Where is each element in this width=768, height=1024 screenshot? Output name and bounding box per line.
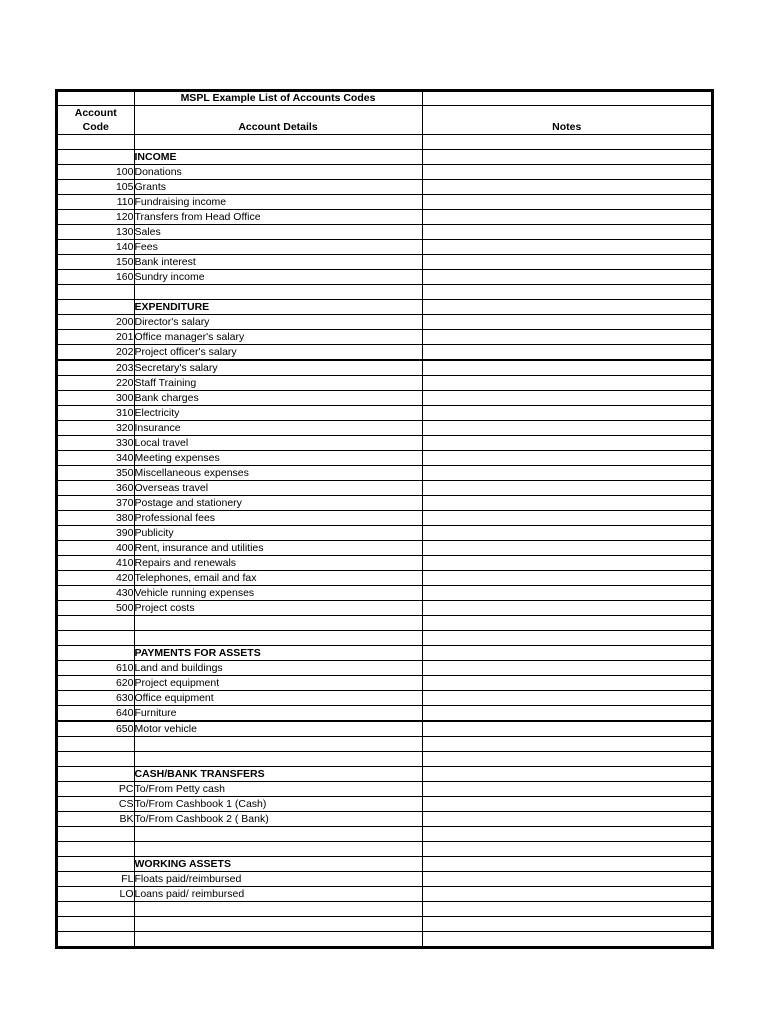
- account-detail-cell: Project officer's salary: [134, 345, 422, 361]
- account-code-cell: [58, 631, 134, 646]
- account-code-cell: 320: [58, 421, 134, 436]
- accounts-sheet: [55, 89, 714, 949]
- account-detail-cell: [134, 752, 422, 767]
- account-detail-cell: [134, 917, 422, 932]
- table-row: [58, 391, 711, 406]
- account-details-header: Account Details: [134, 120, 422, 135]
- notes-cell: [422, 225, 711, 240]
- account-code-cell: 610: [58, 661, 134, 676]
- notes-cell: [422, 586, 711, 601]
- account-detail-cell: Office manager's salary: [134, 330, 422, 345]
- notes-cell: [422, 887, 711, 902]
- account-code-cell: 120: [58, 210, 134, 225]
- section-heading: EXPENDITURE: [134, 300, 422, 315]
- notes-cell: [422, 812, 711, 827]
- accounts-table: [58, 92, 711, 946]
- table-row: [58, 165, 711, 180]
- account-detail-cell: Motor vehicle: [134, 721, 422, 737]
- table-row: [58, 240, 711, 255]
- account-detail-cell: Project equipment: [134, 676, 422, 691]
- notes-cell: [422, 481, 711, 496]
- account-code-cell: 110: [58, 195, 134, 210]
- notes-cell: [422, 526, 711, 541]
- notes-cell: [422, 932, 711, 947]
- section-heading: WORKING ASSETS: [134, 857, 422, 872]
- notes-cell: [422, 421, 711, 436]
- account-detail-cell: [134, 902, 422, 917]
- account-code-cell: 330: [58, 436, 134, 451]
- notes-cell: [422, 496, 711, 511]
- notes-cell: [422, 391, 711, 406]
- title-code-cell: [58, 92, 134, 106]
- account-code-cell: 203: [58, 360, 134, 376]
- notes-cell: [422, 737, 711, 752]
- notes-cell: [422, 150, 711, 165]
- account-code-cell: PC: [58, 782, 134, 797]
- table-row: [58, 210, 711, 225]
- table-row: [58, 180, 711, 195]
- account-code-cell: [58, 150, 134, 165]
- notes-cell: [422, 345, 711, 361]
- account-code-cell: 310: [58, 406, 134, 421]
- account-code-cell: 360: [58, 481, 134, 496]
- notes-cell: [422, 180, 711, 195]
- account-code-cell: 202: [58, 345, 134, 361]
- section-row: [58, 857, 711, 872]
- table-row: [58, 556, 711, 571]
- account-detail-cell: Telephones, email and fax: [134, 571, 422, 586]
- account-detail-cell: [134, 616, 422, 631]
- account-detail-cell: Professional fees: [134, 511, 422, 526]
- account-detail-cell: Postage and stationery: [134, 496, 422, 511]
- table-row: [58, 330, 711, 345]
- account-code-cell: 201: [58, 330, 134, 345]
- header-row-2: [58, 120, 711, 135]
- notes-cell: [422, 571, 711, 586]
- table-row: [58, 270, 711, 285]
- table-row: [58, 285, 711, 300]
- account-code-cell: [58, 300, 134, 315]
- section-row: [58, 150, 711, 165]
- notes-cell: [422, 782, 711, 797]
- table-row: [58, 421, 711, 436]
- account-code-cell: CS: [58, 797, 134, 812]
- table-row: [58, 737, 711, 752]
- account-code-cell: 160: [58, 270, 134, 285]
- account-detail-cell: Staff Training: [134, 376, 422, 391]
- notes-cell: [422, 285, 711, 300]
- account-detail-cell: Furniture: [134, 706, 422, 722]
- table-row: [58, 812, 711, 827]
- table-row: [58, 661, 711, 676]
- account-detail-cell: Sundry income: [134, 270, 422, 285]
- notes-cell: [422, 917, 711, 932]
- account-code-cell: [58, 646, 134, 661]
- account-code-cell: 380: [58, 511, 134, 526]
- notes-cell: [422, 376, 711, 391]
- account-detail-cell: Fundraising income: [134, 195, 422, 210]
- section-row: [58, 300, 711, 315]
- account-code-cell: 430: [58, 586, 134, 601]
- account-detail-cell: [134, 135, 422, 150]
- account-code-cell: [58, 767, 134, 782]
- account-detail-cell: Loans paid/ reimbursed: [134, 887, 422, 902]
- notes-cell: [422, 466, 711, 481]
- table-row: [58, 225, 711, 240]
- notes-cell: [422, 511, 711, 526]
- notes-cell: [422, 872, 711, 887]
- account-detail-cell: Miscellaneous expenses: [134, 466, 422, 481]
- account-detail-cell: Repairs and renewals: [134, 556, 422, 571]
- table-row: [58, 797, 711, 812]
- account-detail-cell: Floats paid/reimbursed: [134, 872, 422, 887]
- table-row: [58, 691, 711, 706]
- table-row: [58, 872, 711, 887]
- account-code-cell: [58, 857, 134, 872]
- notes-cell: [422, 767, 711, 782]
- header-notes-blank: [422, 106, 711, 121]
- account-code-cell: 150: [58, 255, 134, 270]
- account-code-cell: [58, 752, 134, 767]
- table-row: [58, 195, 711, 210]
- account-code-cell: [58, 135, 134, 150]
- account-code-cell: [58, 932, 134, 947]
- table-row: [58, 481, 711, 496]
- account-detail-cell: Director's salary: [134, 315, 422, 330]
- notes-cell: [422, 360, 711, 376]
- notes-cell: [422, 300, 711, 315]
- table-row: [58, 526, 711, 541]
- title-row: [58, 92, 711, 106]
- table-row: [58, 782, 711, 797]
- account-detail-cell: [134, 285, 422, 300]
- notes-cell: [422, 406, 711, 421]
- notes-cell: [422, 631, 711, 646]
- notes-cell: [422, 601, 711, 616]
- account-detail-cell: Grants: [134, 180, 422, 195]
- account-code-cell: [58, 285, 134, 300]
- table-row: [58, 571, 711, 586]
- account-code-cell: 640: [58, 706, 134, 722]
- account-detail-cell: Publicity: [134, 526, 422, 541]
- notes-cell: [422, 842, 711, 857]
- account-detail-cell: Bank interest: [134, 255, 422, 270]
- account-detail-cell: Insurance: [134, 421, 422, 436]
- notes-cell: [422, 721, 711, 737]
- table-row: [58, 917, 711, 932]
- table-row: [58, 752, 711, 767]
- title-notes-cell: [422, 92, 711, 106]
- notes-cell: [422, 676, 711, 691]
- notes-cell: [422, 195, 711, 210]
- account-detail-cell: [134, 737, 422, 752]
- notes-cell: [422, 255, 711, 270]
- notes-cell: [422, 436, 711, 451]
- account-code-cell: 370: [58, 496, 134, 511]
- account-code-cell: 130: [58, 225, 134, 240]
- account-code-cell: 300: [58, 391, 134, 406]
- notes-cell: [422, 797, 711, 812]
- table-row: [58, 631, 711, 646]
- notes-cell: [422, 330, 711, 345]
- table-row: [58, 436, 711, 451]
- table-row: [58, 586, 711, 601]
- notes-cell: [422, 556, 711, 571]
- account-detail-cell: [134, 631, 422, 646]
- section-heading: CASH/BANK TRANSFERS: [134, 767, 422, 782]
- header-details-blank: [134, 106, 422, 121]
- account-detail-cell: Bank charges: [134, 391, 422, 406]
- account-code-cell: [58, 616, 134, 631]
- table-row: [58, 451, 711, 466]
- table-row: [58, 511, 711, 526]
- table-row: [58, 406, 711, 421]
- account-detail-cell: Rent, insurance and utilities: [134, 541, 422, 556]
- account-detail-cell: Vehicle running expenses: [134, 586, 422, 601]
- account-code-cell: 500: [58, 601, 134, 616]
- table-row: [58, 496, 711, 511]
- account-detail-cell: Fees: [134, 240, 422, 255]
- notes-cell: [422, 661, 711, 676]
- table-row: [58, 902, 711, 917]
- account-code-cell: 100: [58, 165, 134, 180]
- notes-cell: [422, 706, 711, 722]
- account-code-cell: 340: [58, 451, 134, 466]
- notes-cell: [422, 902, 711, 917]
- account-code-cell: 390: [58, 526, 134, 541]
- account-code-cell: [58, 842, 134, 857]
- account-code-cell: 420: [58, 571, 134, 586]
- account-detail-cell: [134, 932, 422, 947]
- account-code-cell: 400: [58, 541, 134, 556]
- account-detail-cell: Office equipment: [134, 691, 422, 706]
- notes-cell: [422, 857, 711, 872]
- account-detail-cell: Transfers from Head Office: [134, 210, 422, 225]
- table-row: [58, 601, 711, 616]
- notes-cell: [422, 827, 711, 842]
- account-code-cell: [58, 737, 134, 752]
- account-code-cell: 140: [58, 240, 134, 255]
- table-row: [58, 255, 711, 270]
- table-row: [58, 616, 711, 631]
- table-row: [58, 345, 711, 361]
- section-row: [58, 767, 711, 782]
- notes-cell: [422, 210, 711, 225]
- notes-cell: [422, 646, 711, 661]
- table-row: [58, 721, 711, 737]
- account-detail-cell: Sales: [134, 225, 422, 240]
- notes-cell: [422, 315, 711, 330]
- section-row: [58, 646, 711, 661]
- table-row: [58, 827, 711, 842]
- account-code-cell: LO: [58, 887, 134, 902]
- account-detail-cell: [134, 842, 422, 857]
- table-row: [58, 706, 711, 722]
- notes-cell: [422, 165, 711, 180]
- notes-cell: [422, 616, 711, 631]
- account-code-cell: 620: [58, 676, 134, 691]
- table-row: [58, 541, 711, 556]
- account-code-cell: 410: [58, 556, 134, 571]
- account-code-cell: [58, 827, 134, 842]
- account-detail-cell: Electricity: [134, 406, 422, 421]
- notes-cell: [422, 752, 711, 767]
- account-code-cell: [58, 917, 134, 932]
- notes-cell: [422, 451, 711, 466]
- account-code-cell: 105: [58, 180, 134, 195]
- account-detail-cell: Secretary's salary: [134, 360, 422, 376]
- account-code-cell: 350: [58, 466, 134, 481]
- account-detail-cell: To/From Cashbook 2 ( Bank): [134, 812, 422, 827]
- account-detail-cell: Meeting expenses: [134, 451, 422, 466]
- account-code-cell: 220: [58, 376, 134, 391]
- account-detail-cell: Donations: [134, 165, 422, 180]
- account-code-cell: 650: [58, 721, 134, 737]
- account-detail-cell: Project costs: [134, 601, 422, 616]
- table-row: [58, 466, 711, 481]
- notes-cell: [422, 691, 711, 706]
- table-row: [58, 842, 711, 857]
- account-detail-cell: To/From Cashbook 1 (Cash): [134, 797, 422, 812]
- table-row: [58, 360, 711, 376]
- account-code-cell: FL: [58, 872, 134, 887]
- table-row: [58, 315, 711, 330]
- notes-cell: [422, 240, 711, 255]
- account-code-cell: 200: [58, 315, 134, 330]
- table-row: [58, 932, 711, 947]
- table-row: [58, 135, 711, 150]
- table-row: [58, 676, 711, 691]
- account-code-cell: 630: [58, 691, 134, 706]
- account-code-header-line2: Code: [58, 120, 134, 135]
- account-code-header-line1: Account: [58, 106, 134, 121]
- table-row: [58, 887, 711, 902]
- account-detail-cell: Overseas travel: [134, 481, 422, 496]
- section-heading: PAYMENTS FOR ASSETS: [134, 646, 422, 661]
- table-row: [58, 376, 711, 391]
- notes-cell: [422, 270, 711, 285]
- account-code-cell: [58, 902, 134, 917]
- header-row-1: [58, 106, 711, 121]
- notes-cell: [422, 541, 711, 556]
- account-detail-cell: Local travel: [134, 436, 422, 451]
- account-code-cell: BK: [58, 812, 134, 827]
- notes-cell: [422, 135, 711, 150]
- section-heading: INCOME: [134, 150, 422, 165]
- account-detail-cell: To/From Petty cash: [134, 782, 422, 797]
- notes-header: Notes: [422, 120, 711, 135]
- account-detail-cell: [134, 827, 422, 842]
- sheet-title: MSPL Example List of Accounts Codes: [134, 92, 422, 106]
- account-detail-cell: Land and buildings: [134, 661, 422, 676]
